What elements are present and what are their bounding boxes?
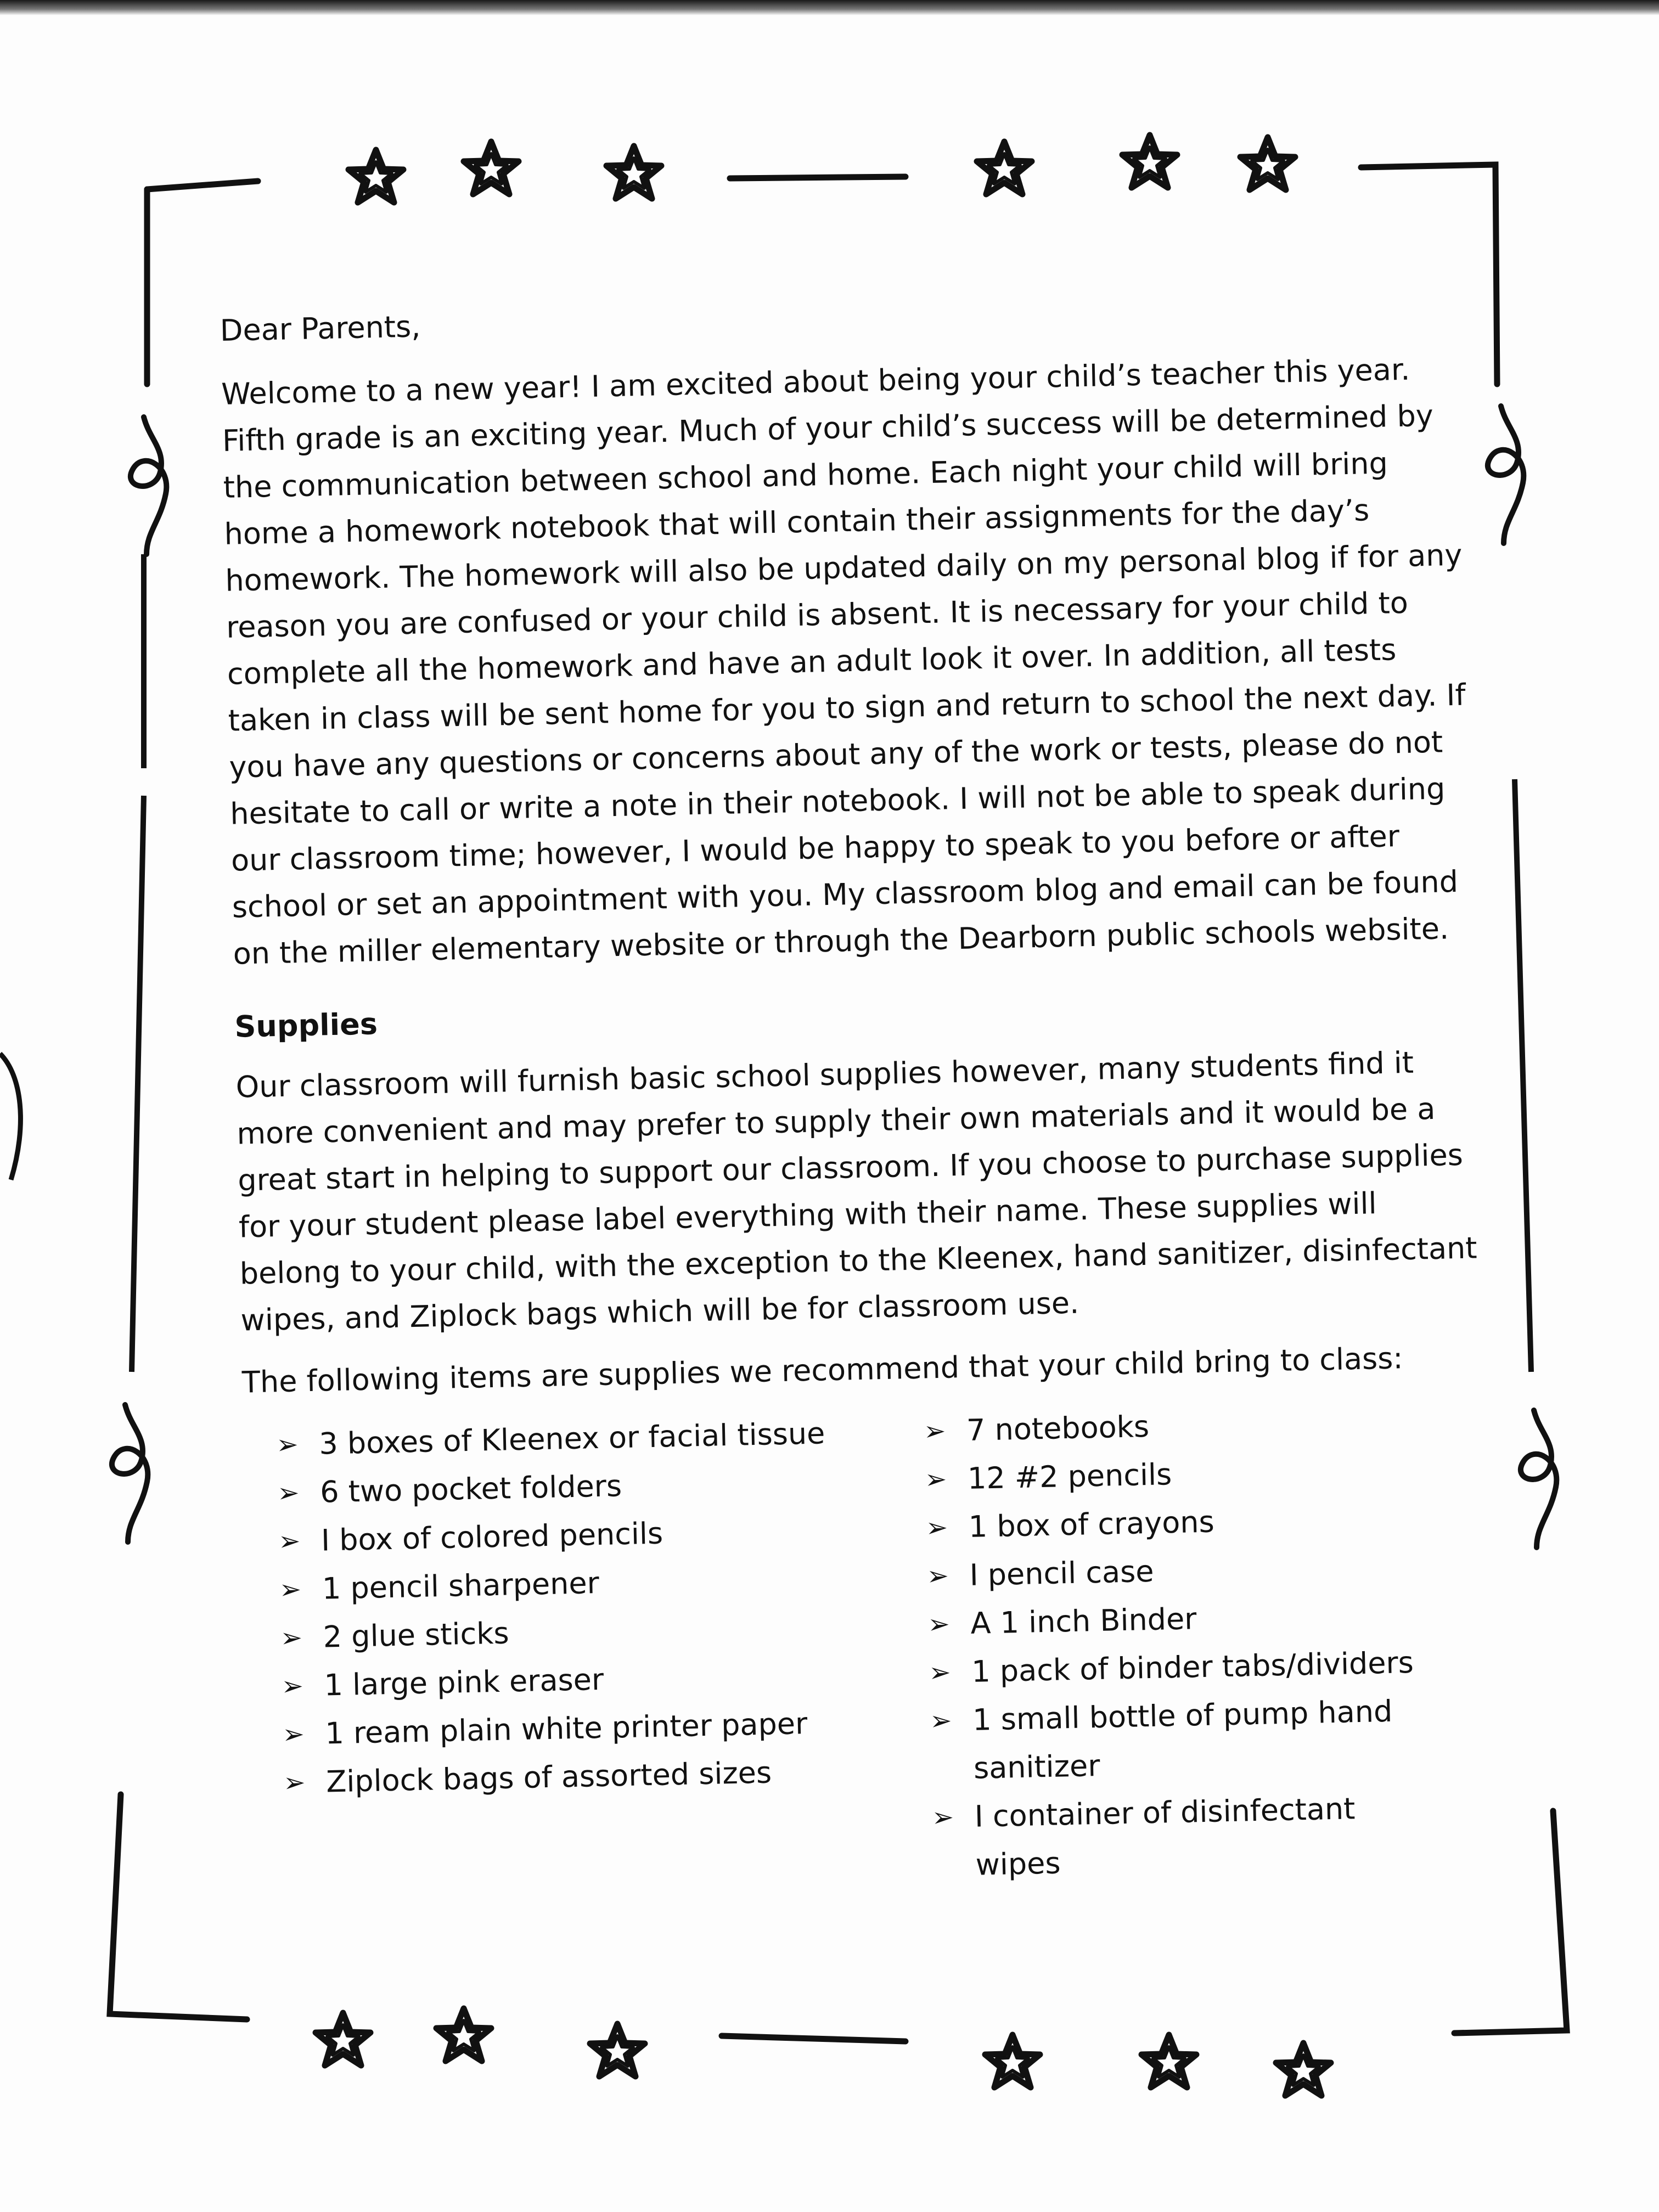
loop-icon — [1488, 406, 1523, 543]
arrow-bullet-icon: ➢ — [275, 1429, 299, 1461]
list-item-text: 1 pack of binder tabs/dividers — [971, 1645, 1414, 1689]
arrow-bullet-icon: ➢ — [925, 1512, 948, 1544]
list-item-text: 1 small bottle of pump hand sanitizer — [972, 1693, 1393, 1786]
arrow-bullet-icon: ➢ — [282, 1719, 305, 1751]
loop-icon — [112, 1405, 148, 1542]
list-item-text: I container of disinfectant wipes — [974, 1791, 1356, 1882]
star-icon — [606, 146, 661, 199]
list-item-text: 12 #2 pencils — [967, 1457, 1172, 1496]
star-icon — [985, 2035, 1040, 2087]
list-item — [931, 1782, 1460, 1890]
arrow-bullet-icon: ➢ — [277, 1477, 300, 1509]
list-item-text: I pencil case — [969, 1554, 1155, 1592]
letter-body: Welcome to a new year! I am excited about being your child’s teacher this year. Fifth grade is an exciting year. Much of your child’s success will be determined by the communication between school and home. Each night your child will bring home a homework notebook that will contain their assignments for the day’s homework. The homework will also be updated daily on my personal blog if for any reason you are confused or your child is absent. It is necessary for your child to complete all the homework and have an adult look it over. In addition, all tests taken in class will be sent home for you to sign and return to school the next day. If you have any questions or concerns about any of the work or tests, please do not hesitate to call or write a note in their notebook. I will not be able to speak during our classroom time; however, I would be happy to speak to you before or after school or set an appointment with you. My classroom blog and email can be found on the miller elementary website or through the Dearborn public schools website. — [221, 352, 1466, 971]
star-icon — [348, 150, 403, 202]
arrow-bullet-icon: ➢ — [283, 1767, 306, 1799]
star-icon — [1276, 2043, 1331, 2096]
letter-content — [220, 282, 1493, 1905]
star-icon — [1122, 135, 1177, 188]
star-icon — [1141, 2035, 1196, 2087]
supplies-intro: The following items are supplies we recommend that your child bring to class: — [241, 1341, 1404, 1400]
star-icon — [590, 2024, 645, 2076]
list-item-text: 1 pencil sharpener — [322, 1566, 600, 1606]
star-icon — [316, 2013, 370, 2065]
arrow-bullet-icon: ➢ — [278, 1526, 301, 1557]
arrow-bullet-icon: ➢ — [281, 1670, 304, 1702]
supplies-heading: Supplies — [234, 1006, 378, 1044]
list-item-text: 1 ream plain white printer paper — [324, 1706, 808, 1751]
star-icon — [436, 2008, 491, 2061]
loop-icon — [1521, 1410, 1556, 1547]
arrow-bullet-icon: ➢ — [931, 1802, 954, 1833]
list-item-text: 2 glue sticks — [323, 1616, 510, 1654]
list-item-text: I box of colored pencils — [320, 1516, 663, 1558]
star-icon — [977, 142, 1032, 194]
supplies-body: Our classroom will furnish basic school supplies however, many students find it more convenient and may prefer to supply their own materials and it would be a great start in helping to support our classroom. If you choose to purchase supplies for your student please label everything with their name. These supplies will belong to your child, with the exception to the Kleenex, hand sanitizer, disinfectant wipes, and Ziplock bags which will be for classroom use. — [235, 1045, 1478, 1338]
arrow-bullet-icon: ➢ — [923, 1415, 946, 1447]
arrow-bullet-icon: ➢ — [929, 1705, 953, 1737]
supply-list-right — [923, 1396, 1460, 1890]
list-item-text: 6 two pocket folders — [319, 1468, 622, 1510]
list-item-text: 1 large pink eraser — [323, 1662, 604, 1703]
arrow-bullet-icon: ➢ — [924, 1464, 947, 1495]
list-item-text: 3 boxes of Kleenex or facial tissue — [318, 1416, 825, 1461]
arrow-bullet-icon: ➢ — [280, 1622, 303, 1654]
star-icon — [464, 142, 519, 194]
list-item-text: 1 box of crayons — [968, 1504, 1215, 1544]
list-item-text: Ziplock bags of assorted sizes — [325, 1755, 772, 1799]
supply-list — [276, 1395, 1493, 1904]
bottom-border — [316, 2008, 1331, 2096]
star-icon — [1240, 137, 1295, 190]
scan-artifact — [0, 1054, 20, 1180]
list-item — [929, 1686, 1458, 1793]
list-item-text: A 1 inch Binder — [970, 1601, 1197, 1641]
letter-greeting: Dear Parents, — [220, 309, 421, 348]
list-item-text: 7 notebooks — [966, 1409, 1150, 1448]
supply-list-left — [276, 1408, 933, 1904]
loop-icon — [131, 417, 166, 554]
arrow-bullet-icon: ➢ — [928, 1657, 952, 1688]
arrow-bullet-icon: ➢ — [926, 1560, 949, 1592]
arrow-bullet-icon: ➢ — [279, 1574, 302, 1606]
arrow-bullet-icon: ➢ — [927, 1608, 951, 1640]
